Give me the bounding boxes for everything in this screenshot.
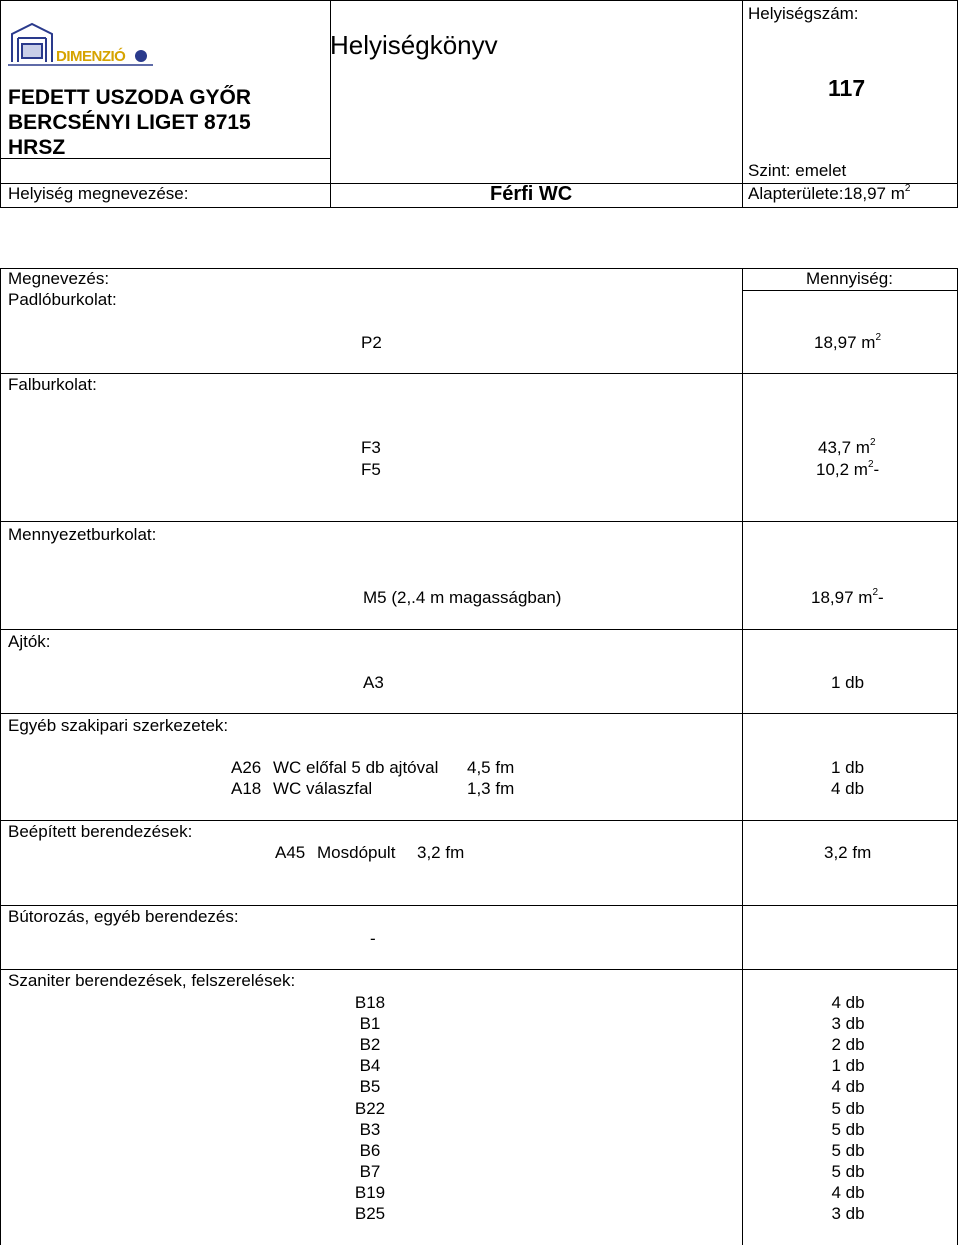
sanitary-code: B1 bbox=[359, 1014, 381, 1034]
sanitary-qty: 5 db bbox=[831, 1140, 865, 1160]
ceiling-qty-sup: 2 bbox=[872, 587, 878, 599]
other-label: Egyéb szakipari szerkezetek: bbox=[8, 716, 229, 735]
wall-label: Falburkolat: bbox=[8, 375, 97, 394]
floor-qty bbox=[814, 333, 881, 353]
row-line bbox=[0, 820, 958, 821]
sanitary-qty: 5 db bbox=[831, 1161, 865, 1181]
project-line-2: BERCSÉNYI LIGET 8715 bbox=[8, 111, 251, 134]
company-logo bbox=[8, 20, 153, 68]
builtin-code: A45 bbox=[275, 843, 306, 862]
sanitary-code: B7 bbox=[359, 1161, 381, 1181]
other-code-2: A18 bbox=[231, 779, 262, 798]
sanitary-qty: 2 db bbox=[831, 1035, 865, 1055]
wall-qty-2-sup: 2 bbox=[867, 459, 874, 471]
builtin-desc: Mosdópult bbox=[317, 843, 396, 862]
room-number-label: Helyiségszám: bbox=[748, 4, 859, 23]
ceiling-qty-value: 18,97 m bbox=[811, 588, 873, 607]
row-line bbox=[0, 521, 958, 522]
sanitary-code: B25 bbox=[354, 1204, 386, 1223]
room-name: Férfi WC bbox=[490, 183, 573, 205]
other-len-2: 1,3 fm bbox=[467, 779, 515, 798]
logo-text: DIMENZIÓ bbox=[56, 48, 126, 65]
other-desc-2: WC válaszfal bbox=[273, 779, 373, 798]
other-len-1: 4,5 fm bbox=[467, 758, 515, 777]
ceiling-code: M5 (2,.4 m magasságban) bbox=[363, 588, 562, 607]
row-line bbox=[0, 629, 958, 630]
sanitary-qty: 5 db bbox=[831, 1098, 865, 1118]
row-line bbox=[742, 290, 958, 291]
sanitary-code: B3 bbox=[359, 1119, 381, 1139]
sanitary-code: B22 bbox=[354, 1098, 386, 1118]
sanitary-code: B19 bbox=[354, 1182, 386, 1202]
column-divider bbox=[742, 268, 743, 1245]
sanitary-qty: 5 db bbox=[831, 1119, 865, 1139]
doors-qty: 1 db bbox=[831, 673, 865, 692]
sanitary-code: B4 bbox=[359, 1056, 381, 1076]
row-line bbox=[0, 713, 958, 714]
builtin-label: Beépített berendezések: bbox=[8, 822, 193, 841]
other-code-1: A26 bbox=[231, 758, 262, 777]
room-number: 117 bbox=[828, 75, 866, 101]
builtin-qty: 3,2 fm bbox=[824, 843, 872, 862]
sanitary-qty: 3 db bbox=[831, 1014, 865, 1034]
level-text: Szint: emelet bbox=[748, 161, 847, 180]
sanitary-qty: 4 db bbox=[831, 993, 865, 1012]
floor-qty-value: 18,97 m bbox=[814, 333, 876, 352]
wall-qty-1-value: 43,7 m bbox=[818, 438, 870, 457]
sanitary-code: B18 bbox=[354, 993, 386, 1012]
wall-qty-1 bbox=[818, 438, 876, 458]
project-line-3: HRSZ bbox=[8, 136, 66, 159]
furniture-value: - bbox=[370, 929, 376, 948]
other-qty-1: 1 db bbox=[831, 758, 865, 777]
furniture-label: Bútorozás, egyéb berendezés: bbox=[8, 907, 239, 926]
ceiling-label: Mennyezetburkolat: bbox=[8, 525, 157, 544]
divider bbox=[742, 0, 743, 208]
ceiling-qty bbox=[811, 588, 884, 608]
sanitary-code: B6 bbox=[359, 1140, 381, 1160]
wall-qty-2-value: 10,2 m bbox=[816, 460, 868, 479]
room-name-label: Helyiség megnevezése: bbox=[8, 184, 189, 203]
project-line-1: FEDETT USZODA GYŐR bbox=[8, 86, 252, 109]
sanitary-qty: 4 db bbox=[831, 1182, 865, 1202]
builtin-len: 3,2 fm bbox=[417, 843, 465, 862]
other-desc-1: WC előfal 5 db ajtóval bbox=[273, 758, 439, 777]
sanitary-code: B5 bbox=[359, 1077, 381, 1097]
area-sup: 2 bbox=[904, 183, 911, 195]
sanitary-label: Szaniter berendezések, felszerelések: bbox=[8, 971, 296, 990]
doors-label: Ajtók: bbox=[8, 632, 51, 651]
wall-qty-2-suffix: - bbox=[873, 460, 880, 479]
area-label: Alapterülete:18,97 m bbox=[748, 184, 905, 203]
document-title: Helyiségkönyv bbox=[330, 30, 498, 60]
qty-header: Mennyiség: bbox=[806, 269, 893, 288]
wall-code-2: F5 bbox=[361, 460, 381, 479]
row-line bbox=[0, 373, 958, 374]
sanitary-qty: 1 db bbox=[831, 1056, 865, 1076]
other-qty-2: 4 db bbox=[831, 779, 865, 798]
floor-qty-sup: 2 bbox=[875, 332, 881, 344]
floor-label: Padlóburkolat: bbox=[8, 290, 117, 309]
row-line bbox=[0, 905, 958, 906]
sanitary-qty: 3 db bbox=[831, 1204, 865, 1223]
wall-qty-2 bbox=[816, 460, 879, 480]
wall-qty-1-sup: 2 bbox=[869, 437, 876, 449]
row-line bbox=[0, 969, 958, 970]
ceiling-qty-suffix: - bbox=[878, 588, 884, 607]
floor-code: P2 bbox=[361, 333, 382, 352]
doors-code: A3 bbox=[363, 673, 384, 692]
wall-code-1: F3 bbox=[361, 438, 381, 457]
sanitary-code: B2 bbox=[359, 1035, 381, 1055]
name-header: Megnevezés: bbox=[8, 269, 110, 288]
area-text bbox=[748, 184, 910, 204]
sanitary-qty: 4 db bbox=[831, 1077, 865, 1097]
